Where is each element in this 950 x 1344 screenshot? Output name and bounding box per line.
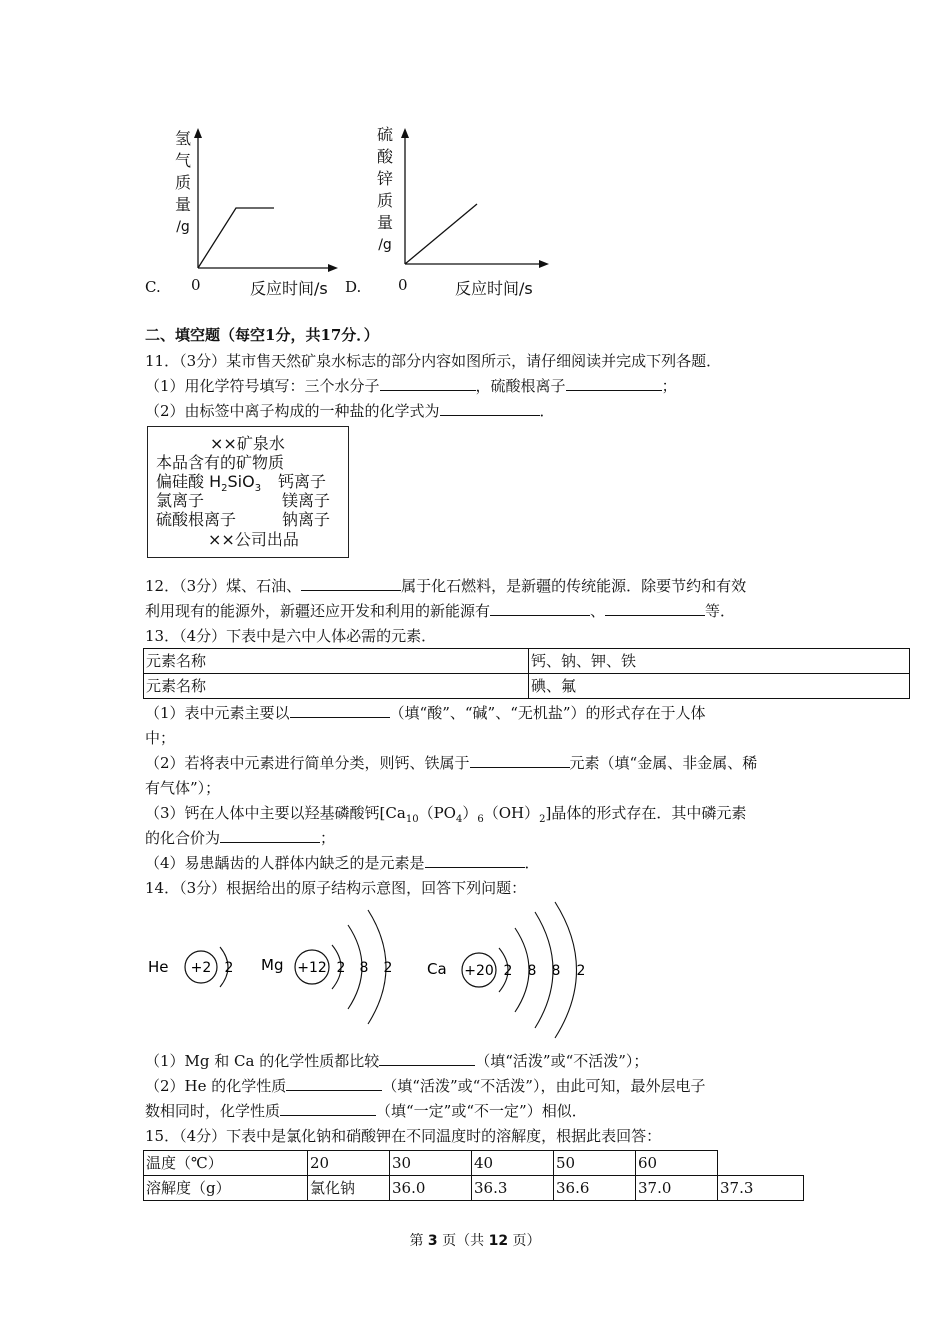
label-line: 硫酸根离子: [156, 510, 237, 529]
graph-d-x-arrow: [539, 260, 549, 268]
atom-mg: [261, 910, 392, 1024]
table-cell: 溶解度（g）: [144, 1176, 308, 1201]
answer-blank[interactable]: [290, 703, 390, 718]
answer-blank[interactable]: [440, 401, 540, 416]
label-line: 镁离子: [282, 491, 331, 510]
table-cell: 50: [554, 1151, 636, 1176]
label-line: 钠离子: [282, 510, 331, 529]
graph-c-ylabel-char: 质: [174, 173, 191, 192]
graph-d-ylabel-char: 硫: [376, 125, 393, 144]
mineral-water-label: [147, 426, 349, 558]
electron-shell-arc: [535, 912, 553, 1028]
nucleus-charge: +2: [190, 960, 212, 976]
solubility-table-row2: [143, 1175, 804, 1201]
q14-part2-cont: 数相同时，化学性质 （填“一定”或“不一定”）相似．: [145, 1102, 587, 1120]
q13-part4: （4）易患龋齿的人群体内缺乏的是元素是 ．: [145, 854, 540, 872]
electron-count: 2: [503, 963, 513, 979]
graph-c-curve: [198, 208, 274, 268]
answer-blank[interactable]: [301, 576, 401, 591]
electron-count: 8: [359, 960, 369, 976]
electron-count: 8: [527, 963, 537, 979]
answer-blank[interactable]: [286, 1076, 382, 1091]
electron-count: 8: [551, 963, 561, 979]
table-cell: 元素名称: [144, 649, 529, 674]
label-line: 本品含有的矿物质: [156, 453, 285, 472]
graph-c-origin: 0: [191, 276, 201, 294]
q13-part2: （2）若将表中元素进行简单分类，则钙、铁属于 元素（填“金属、非金属、稀: [145, 754, 758, 772]
solubility-table-row1: [143, 1150, 718, 1176]
answer-blank[interactable]: [280, 1101, 376, 1116]
nucleus-charge: +12: [297, 960, 327, 976]
atom-symbol: Mg: [261, 956, 284, 974]
table-row: [144, 1176, 804, 1201]
electron-count: 2: [576, 963, 586, 979]
atom-symbol: He: [148, 958, 169, 976]
q13-part3: （3）钙在人体中主要以羟基磷酸钙$[Ca_{10}(PO_4)_6(OH)_2]$晶体的形式存在．其中磷元素: [145, 804, 747, 825]
answer-blank[interactable]: [425, 853, 525, 868]
atom-symbol: Ca: [427, 960, 447, 978]
graph-c-option-label: C.: [145, 278, 161, 296]
q13-part2-cont: 有气体”）；: [145, 779, 221, 797]
q15-stem: 15．（4分）下表中是氯化钠和硝酸钾在不同温度时的溶解度，根据此表回答：: [145, 1127, 662, 1145]
table-cell: 36.3: [472, 1176, 554, 1201]
page-footer: 第 3 页（共 12 页）: [409, 1233, 541, 1249]
q13-stem: 13．（4分）下表中是六中人体必需的元素．: [145, 627, 437, 645]
q12-line1: 12．（3分）煤、石油、 属于化石燃料，是新疆的传统能源．除要节约和有效: [145, 577, 747, 595]
section-title: 二、填空题（每空1分，共17分．）: [145, 326, 379, 344]
q14-stem: 14．（3分）根据给出的原子结构示意图，回答下列问题：: [145, 879, 527, 897]
table-cell: 温度（℃）: [144, 1151, 308, 1176]
page-total: 12: [488, 1233, 509, 1249]
graph-d-ylabel-char: 量: [376, 213, 393, 232]
q11-part1: （1）用化学符号填写：三个水分子 ，硫酸根离子 ；: [145, 377, 677, 395]
graph-c-ylabel-char: 氢: [174, 129, 191, 148]
graph-c-ylabel: [172, 128, 194, 238]
table-cell: 碘、氟: [529, 674, 910, 699]
graph-d-ylabel-char: 质: [376, 191, 393, 210]
table-cell: 37.3: [718, 1176, 804, 1201]
answer-blank[interactable]: [470, 753, 570, 768]
q11-stem: 11．（3分）某市售天然矿泉水标志的部分内容如图所示，请仔细阅读并完成下列各题．: [145, 352, 722, 370]
electron-count: 2: [224, 960, 234, 976]
table-row: [144, 1151, 718, 1176]
label-line: 氯离子: [156, 491, 205, 510]
graph-d-ylabel-char: 酸: [376, 147, 393, 166]
q13-part1-cont: 中；: [145, 729, 176, 747]
answer-blank[interactable]: [605, 601, 705, 616]
graph-d-origin: 0: [398, 276, 408, 294]
q14-part2: （2）He 的化学性质 （填“活泼”或“不活泼”），由此可知，最外层电子: [145, 1077, 706, 1095]
answer-blank[interactable]: [380, 376, 476, 391]
table-cell: 36.0: [390, 1176, 472, 1201]
graph-c-x-arrow: [328, 264, 338, 272]
q13-element-table: [143, 648, 910, 699]
q11-part2: （2）由标签中离子构成的一种盐的化学式为 ．: [145, 402, 555, 420]
table-cell: 36.6: [554, 1176, 636, 1201]
graph-d-line: [405, 204, 477, 264]
graph-c-yunit: /g: [176, 219, 190, 235]
graph-d-option-label: D.: [345, 278, 362, 296]
graph-d-yunit: /g: [378, 237, 392, 253]
label-line: 偏硅酸 $H_2SiO_3$: [156, 472, 262, 495]
atomic-structure-diagrams: [140, 900, 610, 1050]
electron-count: 2: [383, 960, 393, 976]
graph-c-y-arrow: [194, 128, 202, 138]
page-number: 3: [427, 1233, 438, 1249]
label-title: ××矿泉水: [210, 434, 285, 453]
q12-line2: 利用现有的能源外，新疆还应开发和利用的新能源有 、 等．: [145, 602, 736, 620]
answer-blank[interactable]: [220, 828, 320, 843]
table-cell: 60: [636, 1151, 718, 1176]
label-line: 钙离子: [278, 472, 327, 491]
electron-count: 2: [336, 960, 346, 976]
table-cell: 30: [390, 1151, 472, 1176]
table-cell: 20: [308, 1151, 390, 1176]
q14-part1: （1）Mg 和 Ca 的化学性质都比较 （填“活泼”或“不活泼”）；: [145, 1052, 649, 1070]
table-cell: 元素名称: [144, 674, 529, 699]
answer-blank[interactable]: [379, 1051, 475, 1066]
table-row: [144, 674, 910, 699]
nucleus-charge: +20: [464, 963, 494, 979]
atom-ca: [427, 902, 585, 1038]
graph-c-ylabel-char: 气: [174, 151, 191, 170]
table-cell: 37.0: [636, 1176, 718, 1201]
table-cell: 氯化钠: [308, 1176, 390, 1201]
table-cell: 40: [472, 1151, 554, 1176]
label-footer: ××公司出品: [208, 530, 299, 549]
atom-he: [148, 947, 233, 987]
answer-blank[interactable]: [566, 376, 662, 391]
graph-d-ylabel: [374, 124, 396, 256]
answer-blank[interactable]: [490, 601, 590, 616]
graph-d-ylabel-char: 锌: [376, 169, 393, 188]
graph-c-ylabel-char: 量: [174, 195, 191, 214]
table-row: [144, 649, 910, 674]
q13-part3-cont: 的化合价为 ；: [145, 829, 336, 847]
table-cell: 钙、钠、钾、铁: [529, 649, 910, 674]
graph-d-xlabel: 反应时间/s: [455, 279, 533, 298]
graph-c-xlabel: 反应时间/s: [250, 279, 328, 298]
q13-part1: （1）表中元素主要以 （填“酸”、“碱”、“无机盐”）的形式存在于人体: [145, 704, 706, 722]
graph-d-y-arrow: [401, 128, 409, 138]
